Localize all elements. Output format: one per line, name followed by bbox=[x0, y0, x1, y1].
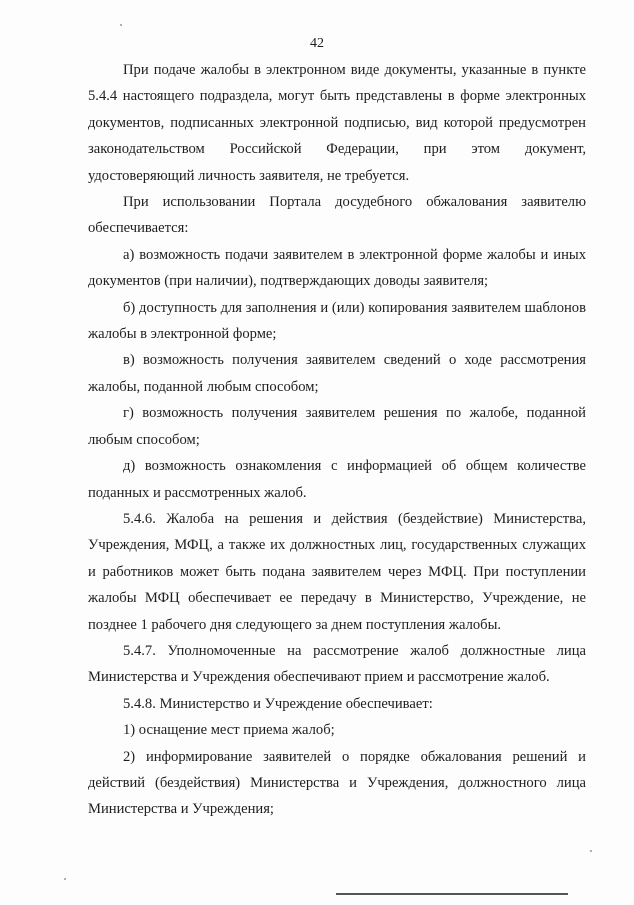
list-item-a: а) возможность подачи заявителем в электронной форме жалобы и иных документов (при наличии), подтверждающих доводы заявителя; bbox=[88, 246, 586, 290]
scan-speck bbox=[590, 850, 592, 852]
scan-speck bbox=[64, 878, 66, 880]
list-item-g: г) возможность получения заявителем решения по жалобе, поданной любым способом; bbox=[88, 405, 586, 448]
page-number: 42 bbox=[310, 36, 324, 51]
list-item-v: в) возможность получения заявителем сведений о ходе рассмотрения жалобы, поданной любым способом; bbox=[88, 352, 586, 395]
paragraph-electronic-documents: При подаче жалобы в электронном виде документы, указанные в пункте 5.4.4 настоящего подраздела, могут быть представлены в форме электронных документов, подписанных электронной подписью, вид которой предусмотрен законодательством Российской Федерации, при этом документ, удостоверяющий личность заявителя, не требуется. bbox=[88, 62, 586, 184]
scan-speck bbox=[120, 24, 122, 26]
scan-edge-line bbox=[336, 893, 568, 895]
list-item-d: д) возможность ознакомления с информацией об общем количестве поданных и рассмотренных жалоб. bbox=[88, 458, 586, 501]
list-item-2: 2) информирование заявителей о порядке обжалования решений и действий (бездействия) Министерства и Учреждения, должностного лица Министерства и Учреждения; bbox=[88, 748, 586, 818]
list-item-1: 1) оснащение мест приема жалоб; bbox=[123, 722, 335, 739]
clause-5-4-6: 5.4.6. Жалоба на решения и действия (бездействие) Министерства, Учреждения, МФЦ, а также их должностных лиц, государственных служащих и работников может быть подана заявителем через МФЦ. При поступлении жалобы МФЦ обеспечивает ее передачу в Министерство, Учреждение, не позднее 1 рабочего дня следующего за днем поступления жалобы. bbox=[88, 510, 586, 633]
clause-5-4-7: 5.4.7. Уполномоченные на рассмотрение жалоб должностные лица Министерства и Учреждения обеспечивают прием и рассмотрение жалоб. bbox=[88, 642, 586, 686]
paragraph-portal-intro: При использовании Портала досудебного обжалования заявителю обеспечивается: bbox=[88, 194, 586, 237]
list-item-b: б) доступность для заполнения и (или) копирования заявителем шаблонов жалобы в электронной форме; bbox=[88, 299, 586, 343]
clause-5-4-8: 5.4.8. Министерство и Учреждение обеспечивает: bbox=[123, 695, 433, 712]
page-body bbox=[88, 57, 586, 823]
